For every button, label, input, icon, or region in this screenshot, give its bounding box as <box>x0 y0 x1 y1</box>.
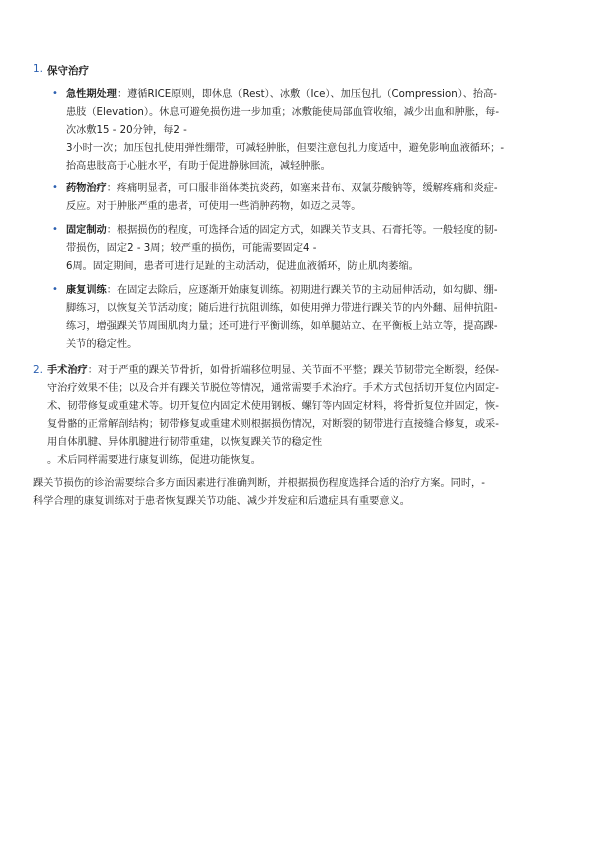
paragraph-line: 踝关节损伤的诊治需要综合多方面因素进行准确判断，并根据损伤程度选择合适的治疗方案。同时，- <box>33 478 485 489</box>
item-text-line: 关节的稳定性。 <box>66 339 138 350</box>
item-label: 药物治疗 <box>66 183 107 194</box>
paragraph-line: 科学合理的康复训练对于患者恢复踝关节功能、减少并发症和后遗症具有重要意义。 <box>33 496 410 507</box>
paragraph-line: 。术后同样需要进行康复训练，促进功能恢复。 <box>47 455 261 466</box>
item-text-line: ：根据损伤的程度，可选择合适的固定方式，如踝关节支具、石膏托等。一般轻度的韧- <box>106 225 498 236</box>
item-text-line: 3小时一次；加压包扎使用弹性绷带，可减轻肿胀，但要注意包扎力度适中，避免影响血液循环；- <box>66 143 505 154</box>
bullet-dot-icon: • <box>52 224 58 235</box>
item-text-line: 患肢（Elevation）。休息可避免损伤进一步加重；冰敷能使局部血管收缩，减少出血和肿胀，每- <box>66 107 500 118</box>
item-label: 固定制动 <box>66 225 107 236</box>
item-text-line: 6周。固定期间，患者可进行足趾的主动活动，促进血液循环，防止肌肉萎缩。 <box>66 261 419 272</box>
item-label: 急性期处理 <box>66 89 117 100</box>
bullet-dot-icon: • <box>52 88 58 99</box>
item-text-line: 次冰敷15 - 20分钟，每2 - <box>66 125 187 136</box>
paragraph-line: 术、韧带修复或重建术等。切开复位内固定术使用钢板、螺钉等内固定材料，将骨折复位并固定，恢- <box>47 401 499 412</box>
item-text-line: 反应。对于肿胀严重的患者，可使用一些消肿药物，如迈之灵等。 <box>66 201 362 212</box>
paragraph-line: 用自体肌腱、异体肌腱进行韧带重建，以恢复踝关节的稳定性 <box>47 437 323 448</box>
paragraph-line: 守治疗效果不佳；以及合并有踝关节脱位等情况，通常需要手术治疗。手术方式包括切开复位内固定- <box>47 383 499 394</box>
bullet-dot-icon: • <box>52 182 58 193</box>
item-text-line: 脚练习，以恢复关节活动度；随后进行抗阻训练，如使用弹力带进行踝关节的内外翻、屈伸抗阻- <box>66 303 498 314</box>
section-number: 1. <box>33 63 44 75</box>
item-text-line: 抬高患肢高于心脏水平，有助于促进静脉回流，减轻肿胀。 <box>66 161 331 172</box>
paragraph-line: ：对于严重的踝关节骨折，如骨折端移位明显、关节面不平整；踝关节韧带完全断裂，经保- <box>87 365 499 376</box>
paragraph-line: 复骨骼的正常解剖结构；韧带修复或重建术则根据损伤情况，对断裂的韧带进行直接缝合修复，或采- <box>47 419 499 430</box>
section-title: 手术治疗 <box>47 365 88 376</box>
item-text-line: 带损伤，固定2 - 3周；较严重的损伤，可能需要固定4 - <box>66 243 317 254</box>
item-text-line: ：疼痛明显者，可口服非甾体类抗炎药，如塞来昔布、双氯芬酸钠等，缓解疼痛和炎症- <box>106 183 498 194</box>
item-text-line: 练习，增强踝关节周围肌肉力量；还可进行平衡训练，如单腿站立、在平衡板上站立等，提高踝- <box>66 321 498 332</box>
item-text-line: ：在固定去除后，应逐渐开始康复训练。初期进行踝关节的主动屈伸活动，如勾脚、绷- <box>106 285 498 296</box>
bullet-dot-icon: • <box>52 284 58 295</box>
item-label: 康复训练 <box>66 285 107 296</box>
item-text-line: ：遵循RICE原则，即休息（Rest）、冰敷（Ice）、加压包扎（Compression）、抬高- <box>116 89 497 100</box>
section-number: 2. <box>33 364 44 376</box>
section-title: 保守治疗 <box>47 65 89 77</box>
